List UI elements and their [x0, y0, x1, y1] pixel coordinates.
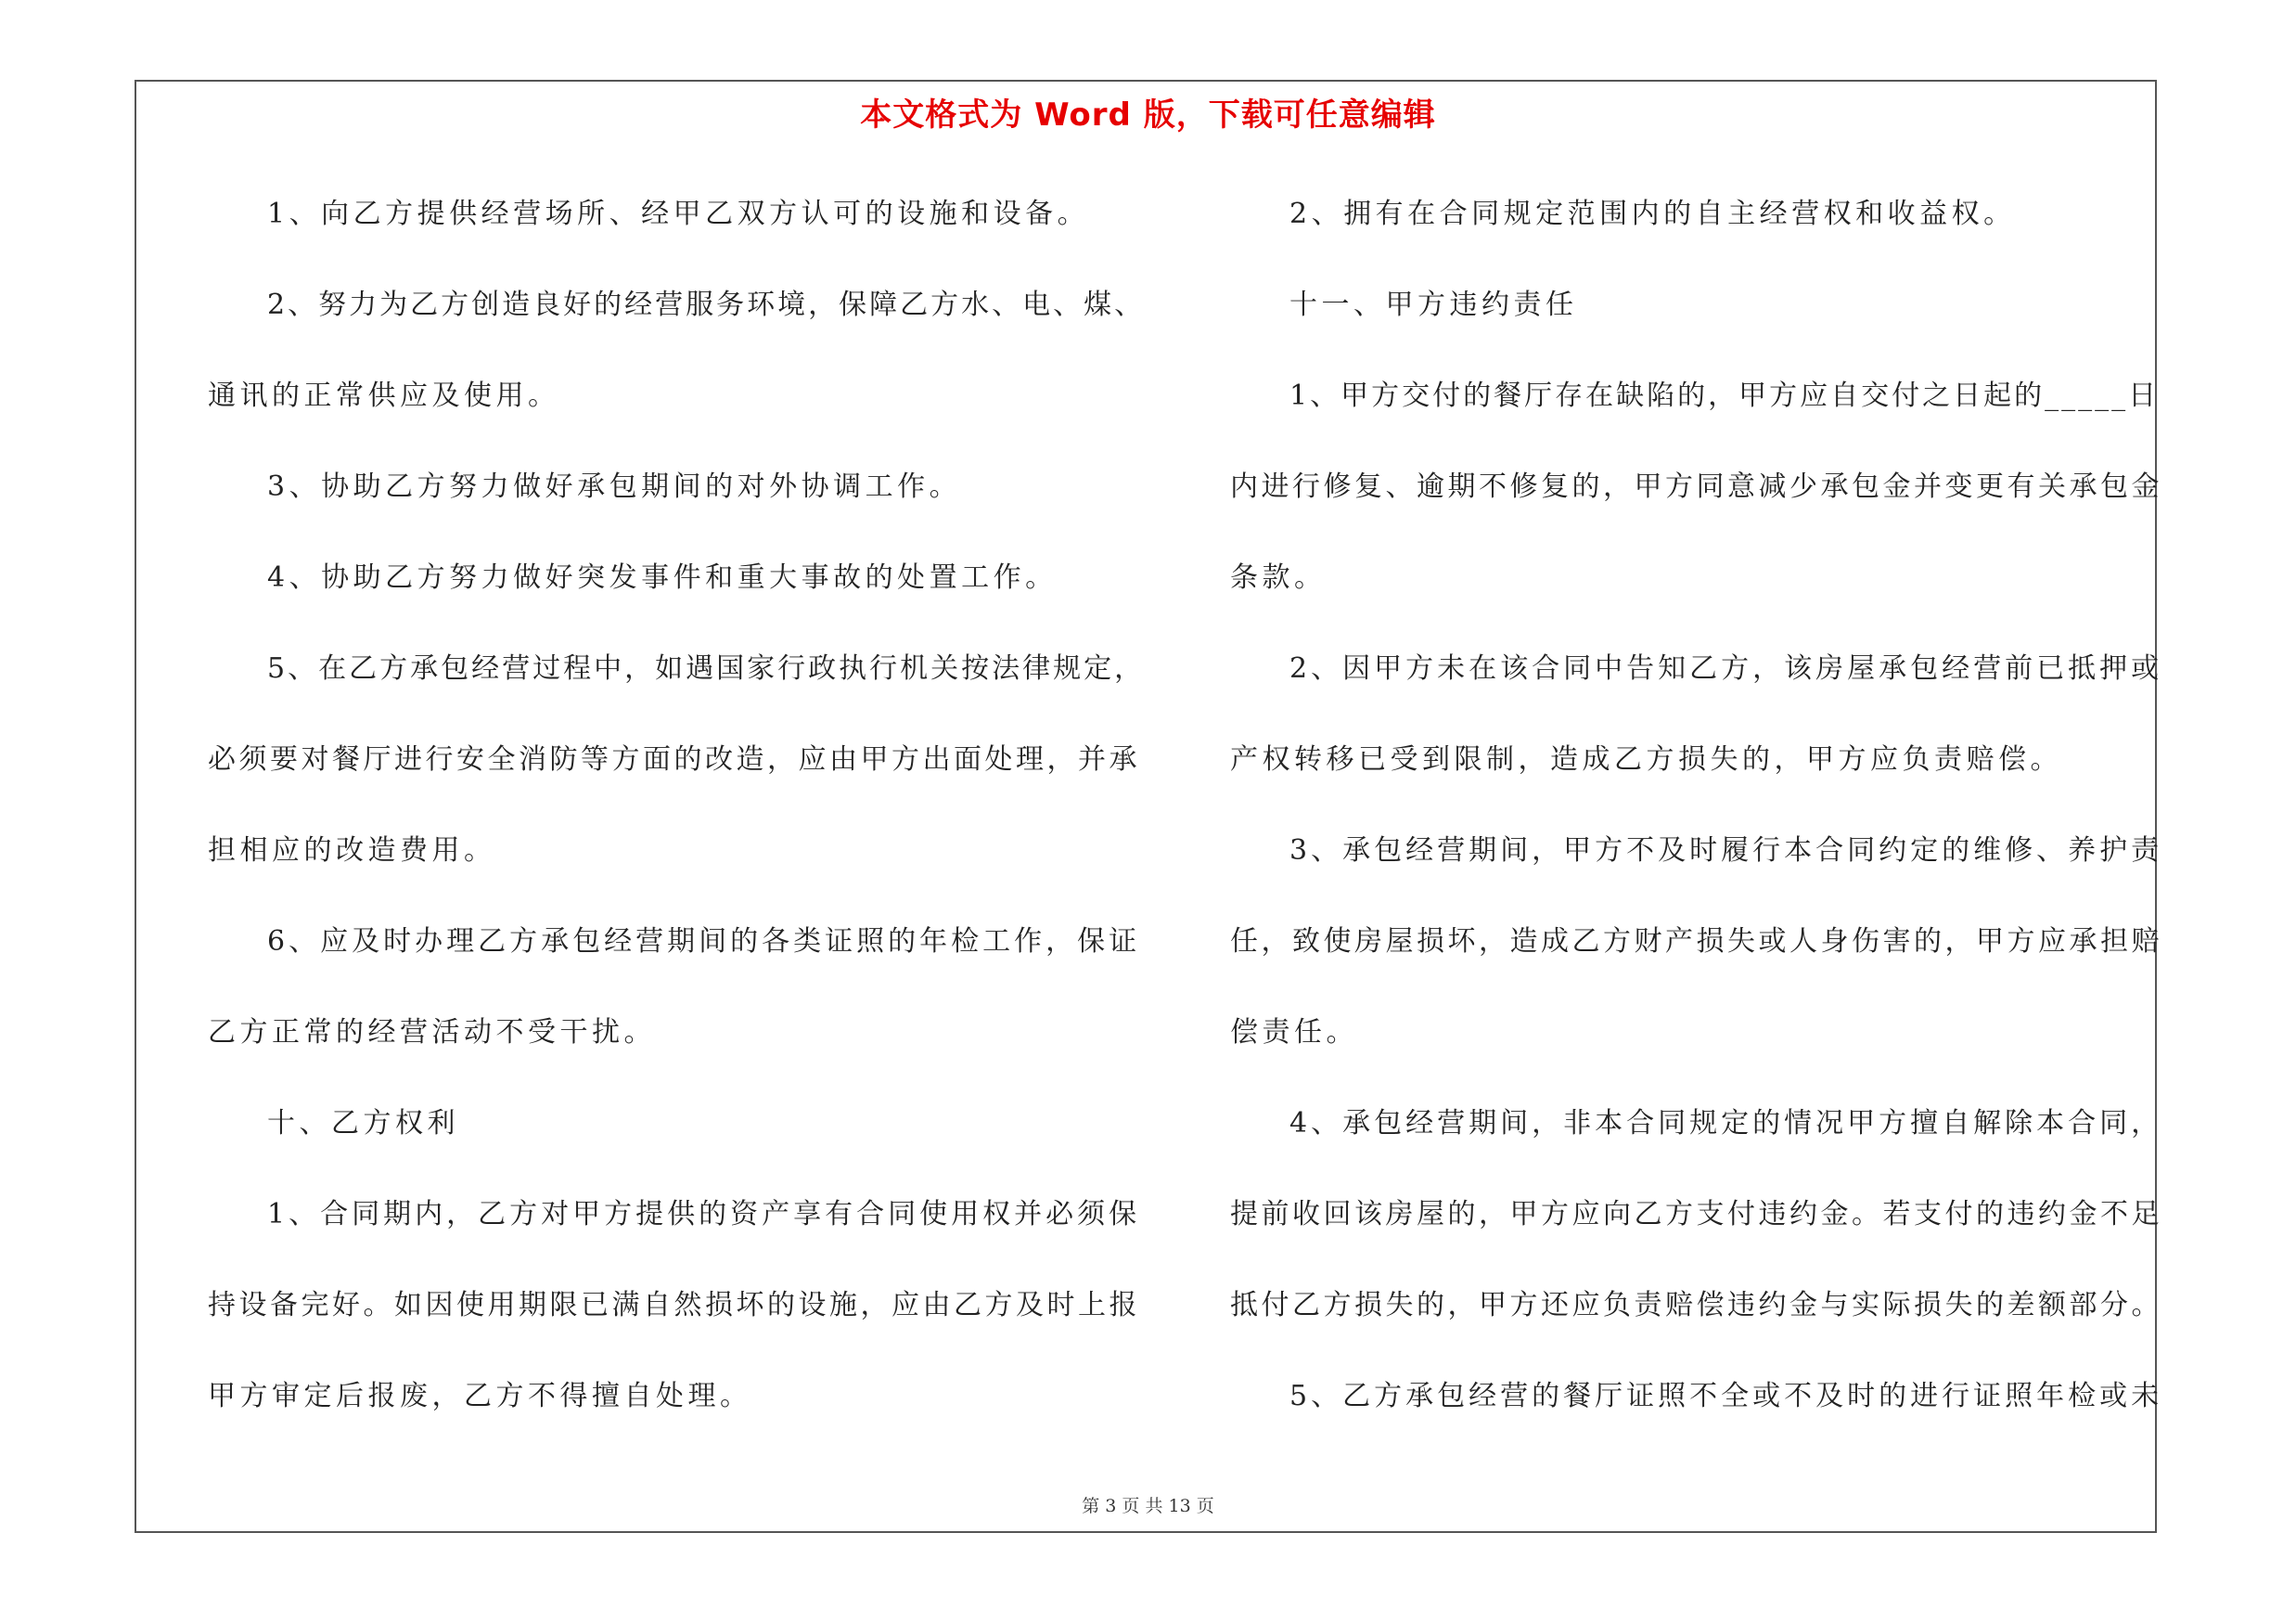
paragraph-line: 必须要对餐厅进行安全消防等方面的改造，应由甲方出面处理，并承 — [208, 743, 1140, 776]
section-heading: 十一、甲方违约责任 — [1289, 289, 1578, 321]
paragraph-line: 抵付乙方损失的，甲方还应负责赔偿违约金与实际损失的差额部分。 — [1230, 1289, 2162, 1321]
paragraph-line: 5、在乙方承包经营过程中，如遇国家行政执行机关按法律规定， — [267, 652, 1146, 685]
paragraph-line: 甲方审定后报废，乙方不得擅自处理。 — [208, 1380, 752, 1412]
paragraph-line: 条款。 — [1230, 561, 1327, 594]
paragraph-line: 3、承包经营期间，甲方不及时履行本合同约定的维修、养护责 — [1289, 834, 2163, 867]
paragraph-line: 2、拥有在合同规定范围内的自主经营权和收益权。 — [1289, 198, 2016, 230]
paragraph-line: 1、向乙方提供经营场所、经甲乙双方认可的设施和设备。 — [267, 198, 1090, 230]
paragraph-line: 2、因甲方未在该合同中告知乙方，该房屋承包经营前已抵押或 — [1289, 652, 2163, 685]
paragraph-line: 持设备完好。如因使用期限已满自然损坏的设施，应由乙方及时上报 — [208, 1289, 1140, 1321]
paragraph-line: 1、合同期内，乙方对甲方提供的资产享有合同使用权并必须保 — [267, 1198, 1141, 1230]
paragraph-line: 任，致使房屋损坏，造成乙方财产损失或人身伤害的，甲方应承担赔 — [1230, 925, 2162, 958]
page-header: 本文格式为 Word 版，下载可任意编辑 — [860, 97, 1436, 134]
paragraph-line: 提前收回该房屋的，甲方应向乙方支付违约金。若支付的违约金不足 — [1230, 1198, 2162, 1230]
section-heading: 十、乙方权利 — [267, 1107, 459, 1140]
paragraph-line: 偿责任。 — [1230, 1016, 1358, 1049]
paragraph-line: 3、协助乙方努力做好承包期间的对外协调工作。 — [267, 470, 962, 503]
paragraph-line: 6、应及时办理乙方承包经营期间的各类证照的年检工作，保证 — [267, 925, 1141, 958]
paragraph-line: 5、乙方承包经营的餐厅证照不全或不及时的进行证照年检或未 — [1289, 1380, 2163, 1412]
paragraph-line: 2、努力为乙方创造良好的经营服务环境，保障乙方水、电、煤、 — [267, 289, 1146, 321]
paragraph-line: 产权转移已受到限制，造成乙方损失的，甲方应负责赔偿。 — [1230, 743, 2062, 776]
paragraph-line: 内进行修复、逾期不修复的，甲方同意减少承包金并变更有关承包金 — [1230, 470, 2162, 503]
paragraph-line: 4、协助乙方努力做好突发事件和重大事故的处置工作。 — [267, 561, 1058, 594]
page-number: 第 3 页 共 13 页 — [1082, 1496, 1214, 1516]
paragraph-line: 4、承包经营期间，非本合同规定的情况甲方擅自解除本合同， — [1289, 1107, 2163, 1140]
left-column — [208, 182, 1145, 1455]
paragraph-line: 1、甲方交付的餐厅存在缺陷的，甲方应自交付之日起的_____日 — [1289, 380, 2160, 412]
paragraph-line: 通讯的正常供应及使用。 — [208, 380, 560, 412]
paragraph-line: 乙方正常的经营活动不受干扰。 — [208, 1016, 656, 1049]
right-column — [1230, 182, 2169, 1455]
paragraph-line: 担相应的改造费用。 — [208, 834, 496, 867]
